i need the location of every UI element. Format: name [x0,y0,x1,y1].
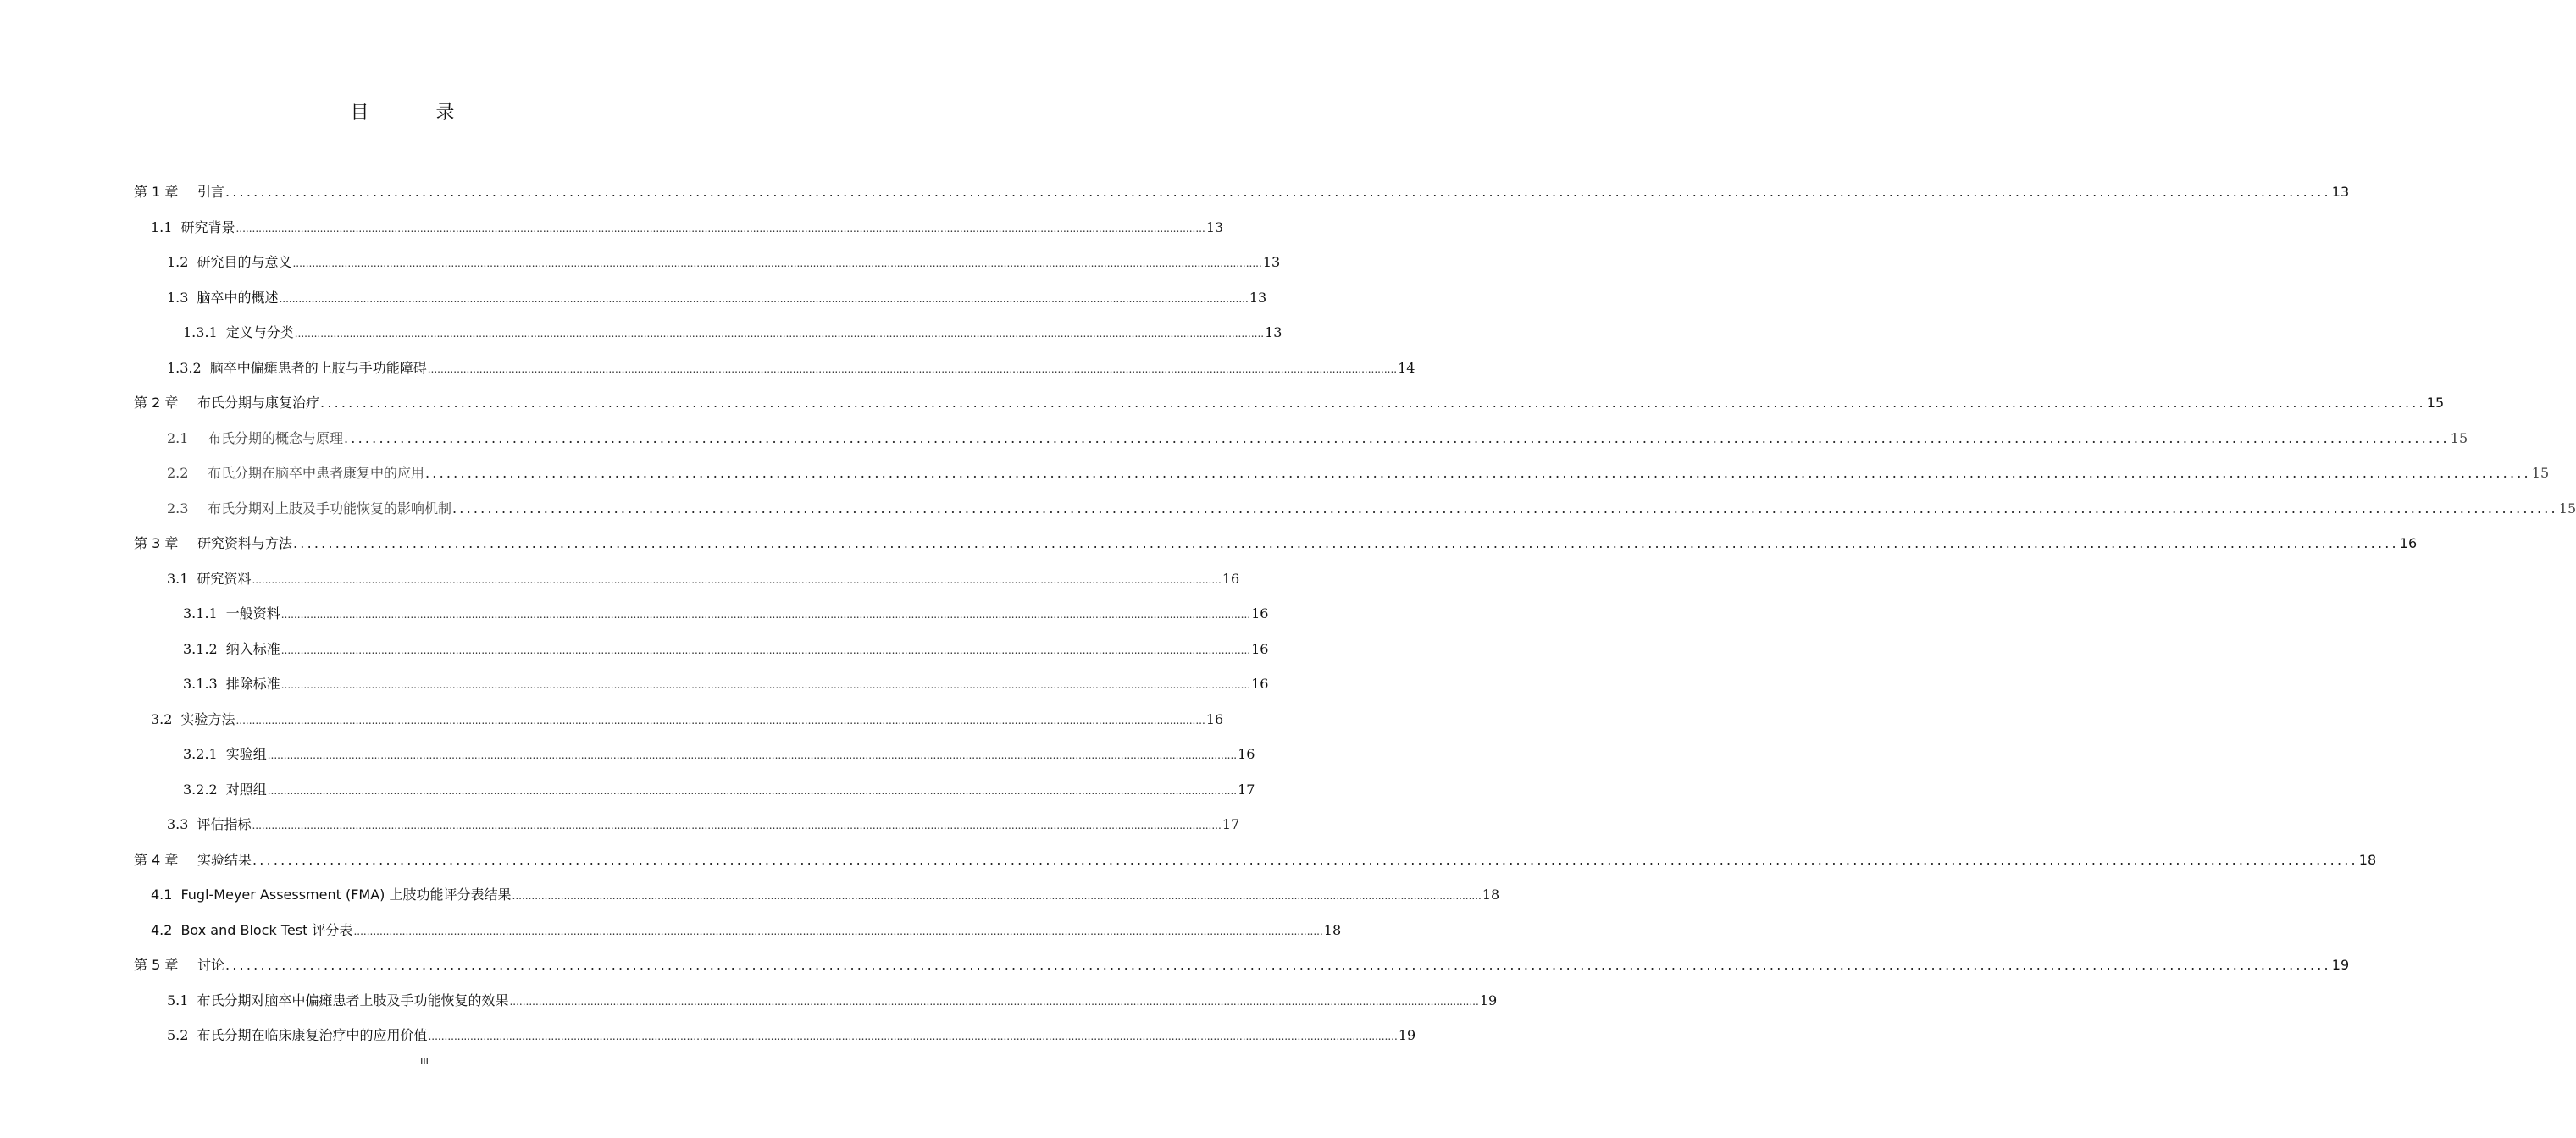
dot-leader: ............................................................................................................................................................................................................................................................................................................ [225,957,2331,973]
entry-number: 4.1 [151,887,173,903]
entry-page: 17 [1222,816,1240,832]
dot-leader: ............................................................................................................................................................................................................................................................................................................ [293,535,2399,551]
toc-entry-4-1[interactable] [151,884,1500,904]
page-number: III [420,1056,429,1067]
toc-entry-1-3-1[interactable] [183,322,1282,342]
entry-title: 脑卒中的概述 [197,290,279,306]
entry-page: 15 [2558,500,2576,517]
dot-leader: ............................................................................................................................................................................................................................................................................................................ [225,184,2331,200]
entry-page: 13 [1265,324,1282,340]
entry-page: 16 [1205,711,1224,727]
entry-title: 布氏分期对上肢及手功能恢复的影响机制 [208,500,452,517]
entry-title: Box and Block Test 评分表 [180,922,353,938]
entry-page: 16 [1238,746,1255,762]
toc-entry-ch2[interactable] [134,392,2445,412]
dot-leader: ............................................................................................................................................................................................................................................................................................................ [252,852,2358,868]
entry-number: 第 4 章 [134,852,179,868]
entry-number: 2.2 [167,465,189,481]
entry-number: 1.3.1 [183,324,218,340]
entry-title: 布氏分期在脑卒中患者康复中的应用 [208,465,425,481]
entry-number: 1.2 [167,254,189,270]
toc-entry-3-2[interactable] [151,709,1224,729]
entry-page: 18 [1482,887,1500,903]
entry-page: 13 [1249,290,1267,306]
dot-leader: ............................................................................................................................................................................................................................................................................................................ [267,749,1238,761]
entry-number: 3.1.2 [183,641,218,657]
dot-leader: ............................................................................................................................................................................................................................................................................................................ [235,223,1205,235]
entry-page: 16 [2399,535,2418,551]
toc-entry-ch4[interactable] [134,849,2377,870]
toc-entry-2-2[interactable] [167,462,2550,483]
entry-title: 定义与分类 [225,324,294,340]
dot-leader: ............................................................................................................................................................................................................................................................................................................ [427,363,1398,375]
entry-number: 第 3 章 [134,535,179,551]
toc-entry-2-3[interactable] [167,498,2576,518]
entry-page: 16 [1251,605,1269,621]
entry-number: 3.3 [167,816,189,832]
entry-number: 5.2 [167,1027,189,1043]
toc-entry-2-1[interactable] [167,428,2468,448]
entry-page: 18 [2358,852,2377,868]
toc-entry-3-2-1[interactable] [183,743,1255,764]
dot-leader: ............................................................................................................................................................................................................................................................................................................ [280,609,1251,621]
entry-title: 实验方法 [180,711,235,727]
dot-leader: ............................................................................................................................................................................................................................................................................................................ [344,430,2450,446]
entry-number: 2.1 [167,430,189,446]
entry-number: 3.2.1 [183,746,218,762]
dot-leader: ............................................................................................................................................................................................................................................................................................................ [320,395,2426,411]
entry-title: 评估指标 [197,816,252,832]
entry-number: 第 1 章 [134,184,179,200]
entry-number: 4.2 [151,922,173,938]
toc-entry-3-1-3[interactable] [183,673,1269,693]
toc-entry-3-1-2[interactable] [183,638,1269,659]
dot-leader: ............................................................................................................................................................................................................................................................................................................ [280,679,1251,691]
entry-page: 16 [1251,641,1269,657]
entry-page: 13 [1262,254,1281,270]
entry-title: 布氏分期对脑卒中偏瘫患者上肢及手功能恢复的效果 [197,992,509,1008]
toc-entry-1-2[interactable] [167,251,1281,272]
toc-entry-5-2[interactable] [167,1025,1416,1045]
toc-entry-3-1-1[interactable] [183,603,1269,623]
toc-entry-ch5[interactable] [134,954,2350,975]
entry-number: 1.3.2 [167,360,202,376]
dot-leader: ............................................................................................................................................................................................................................................................................................................ [428,1030,1398,1042]
dot-leader: ............................................................................................................................................................................................................................................................................................................ [452,500,2558,517]
entry-title: 研究资料 [197,571,252,587]
entry-title: 脑卒中偏瘫患者的上肢与手功能障碍 [209,360,427,376]
dot-leader: ............................................................................................................................................................................................................................................................................................................ [280,644,1251,656]
entry-page: 17 [1238,782,1255,798]
entry-number: 3.1.1 [183,605,218,621]
dot-leader: ............................................................................................................................................................................................................................................................................................................ [353,925,1323,937]
entry-number: 3.2.2 [183,782,218,798]
entry-number: 3.2 [151,711,173,727]
entry-title: 布氏分期的概念与原理 [208,430,344,446]
toc-entry-4-2[interactable] [151,920,1342,940]
dot-leader: ............................................................................................................................................................................................................................................................................................................ [509,996,1479,1008]
entry-number: 第 2 章 [134,395,179,411]
entry-page: 14 [1398,360,1415,376]
dot-leader: ............................................................................................................................................................................................................................................................................................................ [425,465,2531,481]
entry-title: 对照组 [225,782,267,798]
toc-title: 目 录 [350,102,485,124]
entry-page: 13 [1205,219,1224,235]
toc-entry-ch1[interactable] [134,181,2350,202]
entry-number: 1.1 [151,219,173,235]
dot-leader: ............................................................................................................................................................................................................................................................................................................ [512,890,1482,902]
dot-leader: ............................................................................................................................................................................................................................................................................................................ [292,257,1262,269]
entry-title: 实验组 [225,746,267,762]
entry-title: 布氏分期与康复治疗 [197,395,320,411]
entry-page: 13 [2331,184,2350,200]
entry-title: 引言 [197,184,225,200]
dot-leader: ............................................................................................................................................................................................................................................................................................................ [235,715,1205,726]
entry-page: 15 [2426,395,2445,411]
toc-entry-1-1[interactable] [151,217,1224,237]
entry-title: Fugl-Meyer Assessment (FMA) 上肢功能评分表结果 [180,887,512,903]
entry-title: 纳入标准 [225,641,280,657]
dot-leader: ............................................................................................................................................................................................................................................................................................................ [279,293,1249,305]
entry-number: 3.1.3 [183,676,218,692]
entry-number: 1.3 [167,290,189,306]
entry-title: 讨论 [197,957,225,973]
toc-entry-ch3[interactable] [134,533,2418,553]
dot-leader: ............................................................................................................................................................................................................................................................................................................ [267,785,1238,797]
toc-entry-5-1[interactable] [167,990,1498,1010]
entry-number: 2.3 [167,500,189,517]
toc-entry-3-1[interactable] [167,568,1240,588]
entry-title: 研究背景 [180,219,235,235]
toc-entry-1-3-2[interactable] [167,357,1415,378]
entry-page: 18 [1323,922,1342,938]
entry-number: 3.1 [167,571,189,587]
entry-title: 研究目的与意义 [197,254,292,270]
entry-page: 15 [2450,430,2468,446]
entry-title: 实验结果 [197,852,252,868]
toc-entry-3-2-2[interactable] [183,779,1255,799]
entry-page: 19 [1398,1027,1416,1043]
entry-title: 排除标准 [225,676,280,692]
entry-page: 15 [2531,465,2550,481]
entry-number: 5.1 [167,992,189,1008]
entry-title: 研究资料与方法 [197,535,293,551]
entry-page: 19 [1479,992,1498,1008]
entry-title: 布氏分期在临床康复治疗中的应用价值 [197,1027,428,1043]
dot-leader: ............................................................................................................................................................................................................................................................................................................ [252,820,1222,831]
toc-entry-1-3[interactable] [167,287,1267,307]
entry-page: 16 [1222,571,1240,587]
toc-entry-3-3[interactable] [167,814,1240,834]
entry-title: 一般资料 [225,605,280,621]
dot-leader: ............................................................................................................................................................................................................................................................................................................ [294,328,1265,340]
entry-page: 19 [2331,957,2350,973]
dot-leader: ............................................................................................................................................................................................................................................................................................................ [252,574,1222,586]
entry-number: 第 5 章 [134,957,179,973]
entry-page: 16 [1251,676,1269,692]
